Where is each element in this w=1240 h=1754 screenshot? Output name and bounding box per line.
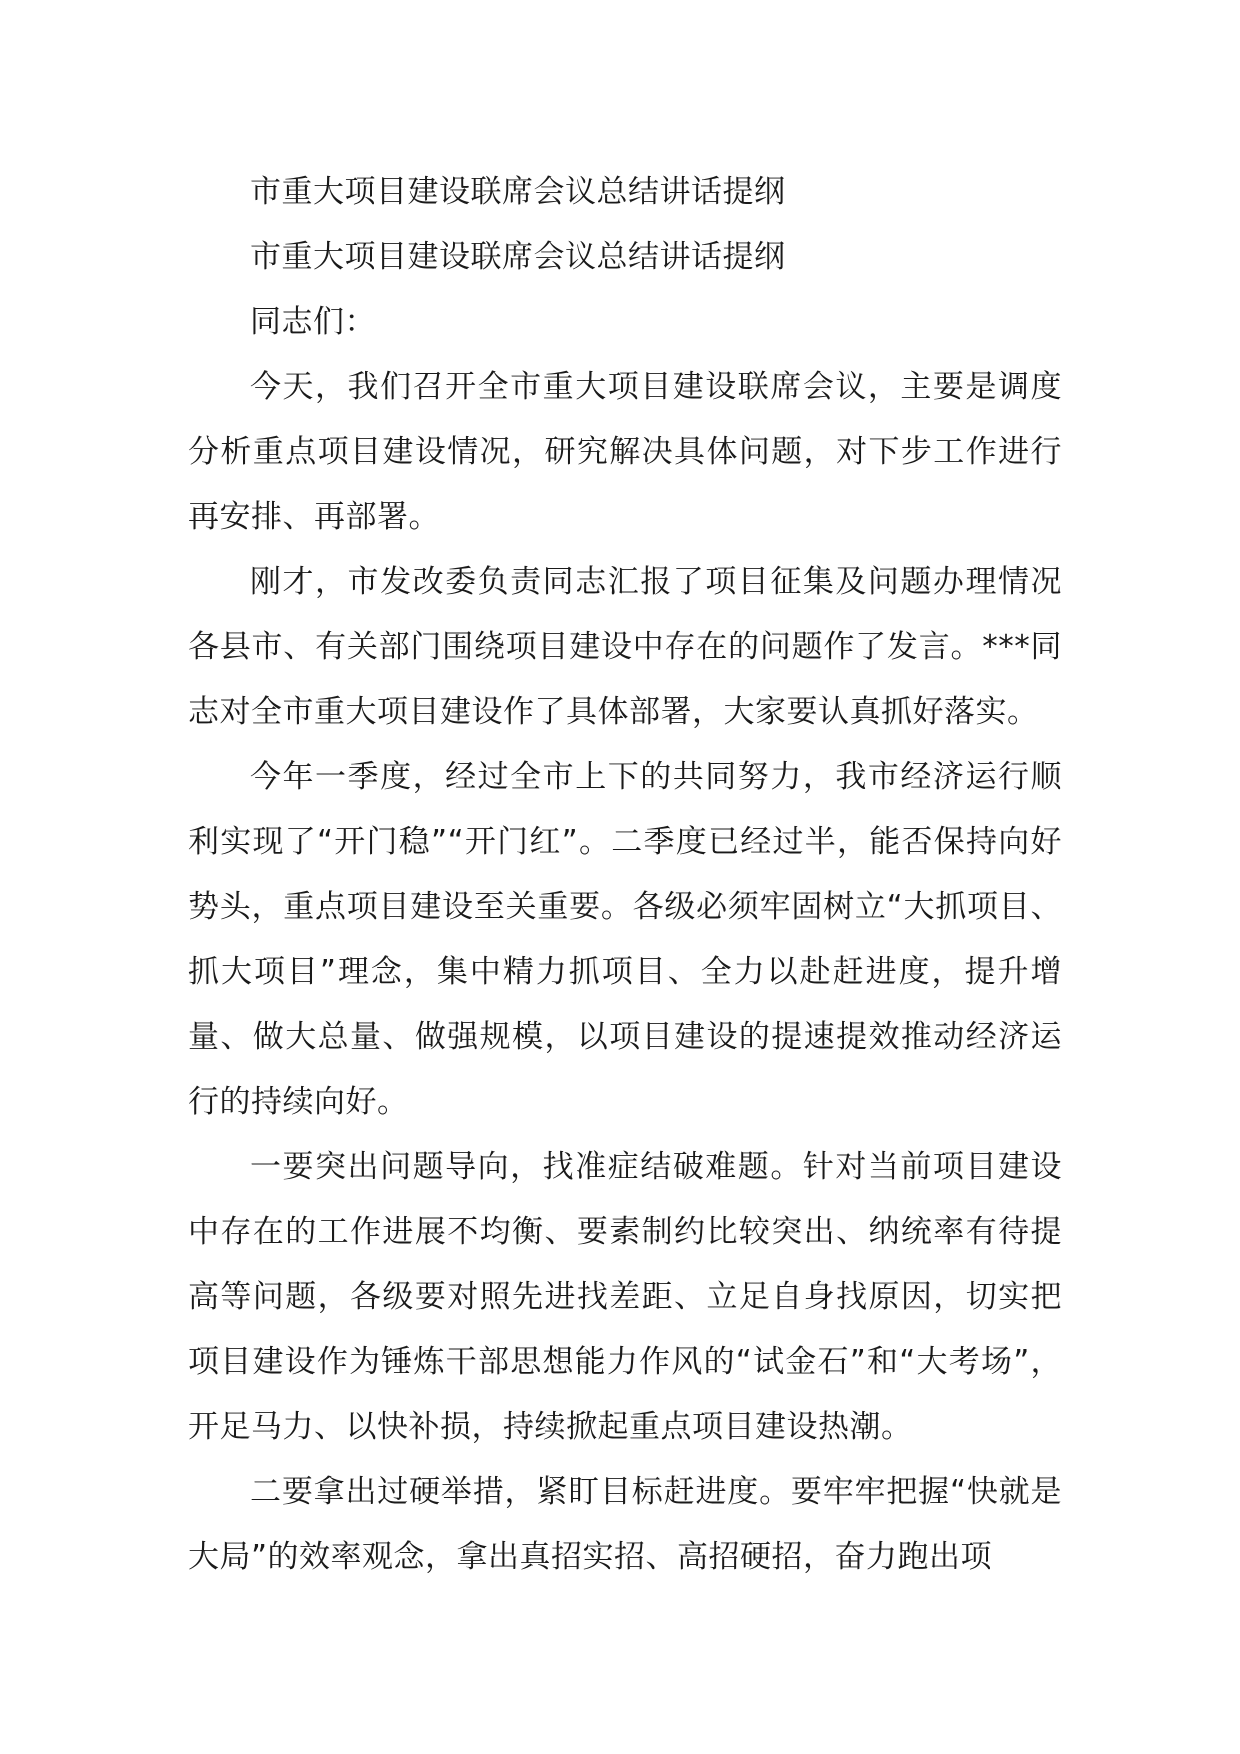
paragraph-point-one: 一要突出问题导向，找准症结破难题。针对当前项目建设中存在的工作进展不均衡、要素制约比较突出、纳统率有待提高等问题，各级要对照先进找差距、立足自身找原因，切实把项目建设作为锤炼干部思想能力作风的“试金石”和“大考场”，开足马力、以快补损，持续掀起重点项目建设热潮。 (188, 1149, 1062, 1445)
paragraph-opening: 今天，我们召开全市重大项目建设联席会议，主要是调度分析重点项目建设情况，研究解决具体问题，对下步工作进行再安排、再部署。 (188, 369, 1062, 535)
paragraph-first-quarter: 今年一季度，经过全市上下的共同努力，我市经济运行顺利实现了“开门稳”“开门红”。二季度已经过半，能否保持向好势头，重点项目建设至关重要。各级必须牢固树立“大抓项目、抓大项目”理念，集中精力抓项目、全力以赴赶进度，提升增量、做大总量、做强规模，以项目建设的提速提效推动经济运行的持续向好。 (188, 759, 1062, 1120)
document-title: 市重大项目建设联席会议总结讲话提纲 (250, 174, 786, 210)
document-page (188, 160, 1062, 1590)
salutation: 同志们： (250, 304, 376, 340)
paragraph-review: 刚才，市发改委负责同志汇报了项目征集及问题办理情况各县市、有关部门围绕项目建设中存在的问题作了发言。***同志对全市重大项目建设作了具体部署，大家要认真抓好落实。 (188, 564, 1062, 730)
document-subtitle: 市重大项目建设联席会议总结讲话提纲 (250, 239, 786, 275)
paragraph-point-two: 二要拿出过硬举措，紧盯目标赶进度。要牢牢把握“快就是大局”的效率观念，拿出真招实招、高招硬招，奋力跑出项 (188, 1474, 1062, 1575)
